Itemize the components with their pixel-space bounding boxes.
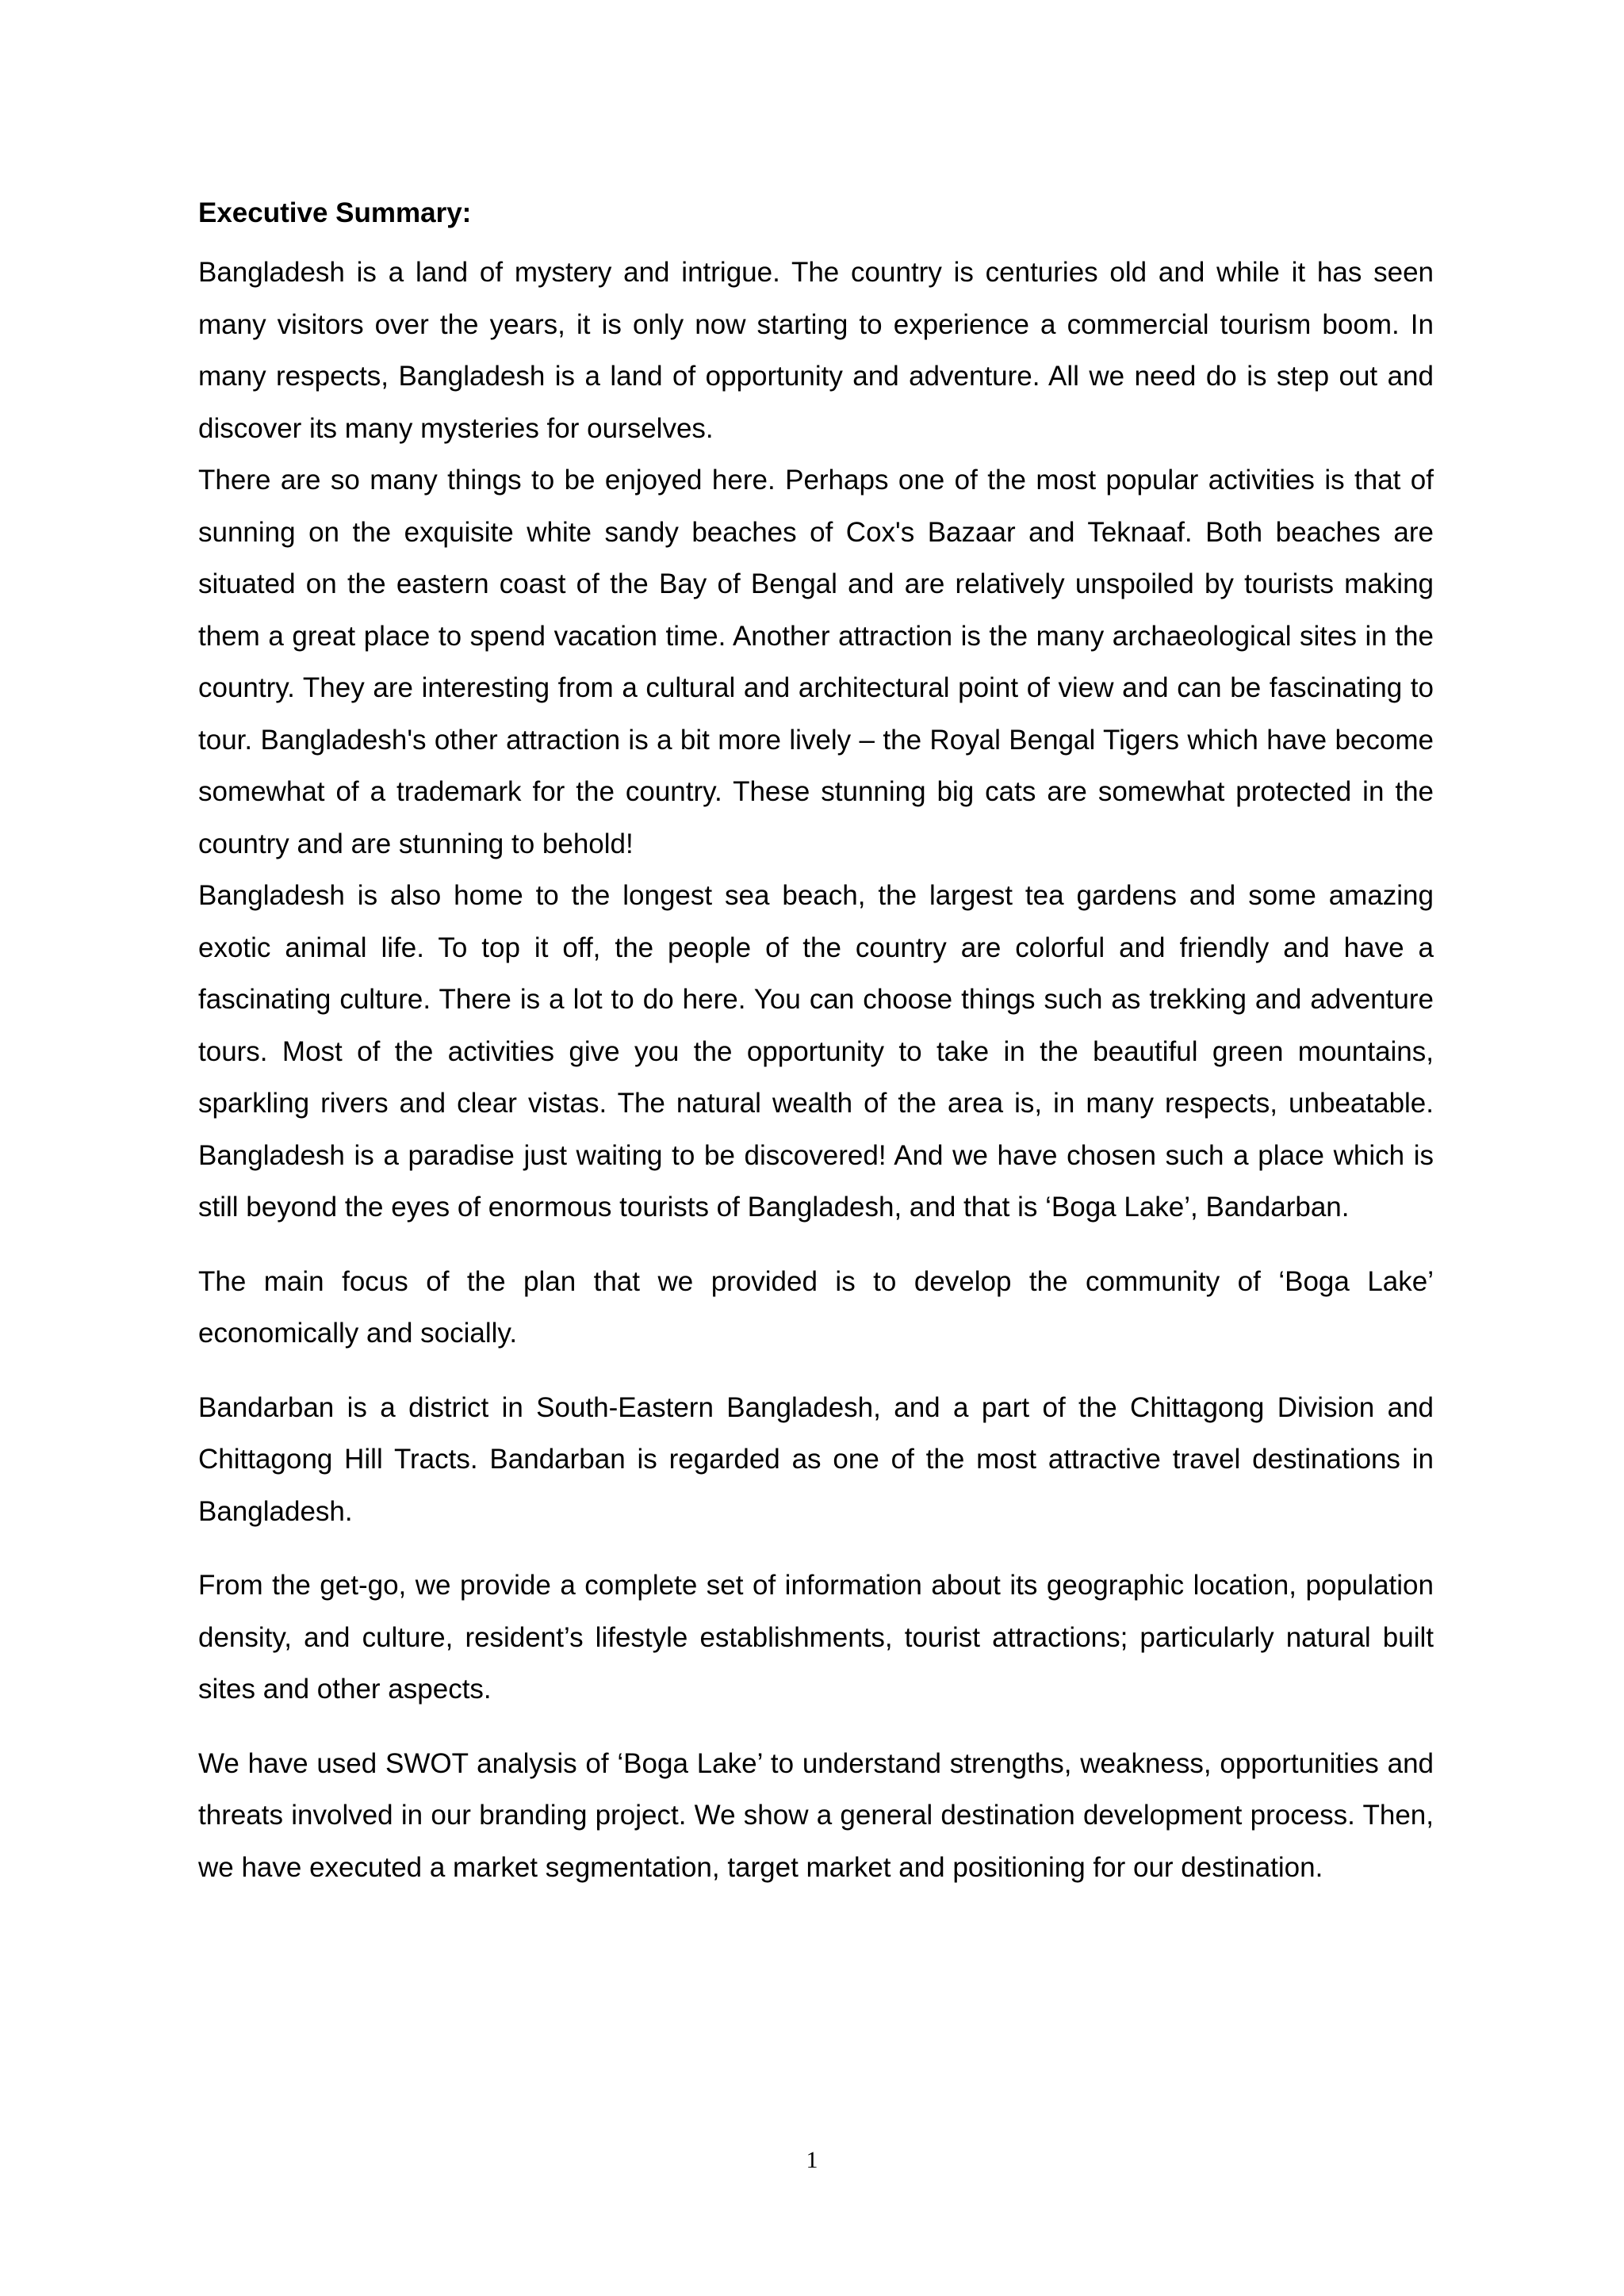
- paragraph-information: From the get-go, we provide a complete set of information about its geographic location, population density, and culture, resident’s lifestyle establishments, tourist attractions; particularly natural built sites and other aspects.: [198, 1570, 1434, 1705]
- paragraph-boga-lake: Bangladesh is also home to the longest sea beach, the largest tea gardens and some amazing exotic animal life. To top it off, the people of the country are colorful and friendly and have a fascinating culture. There is a lot to do here. You can choose things such as trekking and adventure tours. Most of the activities give you the opportunity to take in the beautiful green mountains, sparkling rivers and clear vistas. The natural wealth of the area is, in many respects, unbeatable. Bangladesh is a paradise just waiting to be discovered! And we have chosen such a place which is still beyond the eyes of enormous tourists of Bangladesh, and that is ‘Boga Lake’, Bandarban.: [198, 880, 1434, 1223]
- paragraph-swot: We have used SWOT analysis of ‘Boga Lake’ to understand strengths, weakness, opportunities and threats involved in our branding project. We show a general destination development process. Then, we have executed a market segmentation, target market and positioning for our destination.: [198, 1747, 1434, 1883]
- paragraph-plan-focus: The main focus of the plan that we provided is to develop the community of ‘Boga Lake’ economically and socially.: [198, 1265, 1434, 1349]
- page-number: 1: [806, 2147, 818, 2173]
- paragraph-intro: Bangladesh is a land of mystery and intrigue. The country is centuries old and while it has seen many visitors over the years, it is only now starting to experience a commercial tourism boom. In many respects, Bangladesh is a land of opportunity and adventure. All we need do is step out and discover its many mysteries for ourselves.: [198, 257, 1434, 444]
- paragraph-bandarban: Bandarban is a district in South-Eastern Bangladesh, and a part of the Chittagong Division and Chittagong Hill Tracts. Bandarban is regarded as one of the most attractive travel destinations in Bangladesh.: [198, 1391, 1434, 1527]
- page-body: [198, 194, 1434, 1893]
- section-heading: Executive Summary:: [198, 197, 472, 228]
- paragraph-attractions: There are so many things to be enjoyed here. Perhaps one of the most popular activities is that of sunning on the exquisite white sandy beaches of Cox's Bazaar and Teknaaf. Both beaches are situated on the eastern coast of the Bay of Bengal and are relatively unspoiled by tourists making them a great place to spend vacation time. Another attraction is the many archaeological sites in the country. They are interesting from a cultural and architectural point of view and can be fascinating to tour. Bangladesh's other attraction is a bit more lively – the Royal Bengal Tigers which have become somewhat of a trademark for the country. These stunning big cats are somewhat protected in the country and are stunning to behold!: [198, 465, 1434, 859]
